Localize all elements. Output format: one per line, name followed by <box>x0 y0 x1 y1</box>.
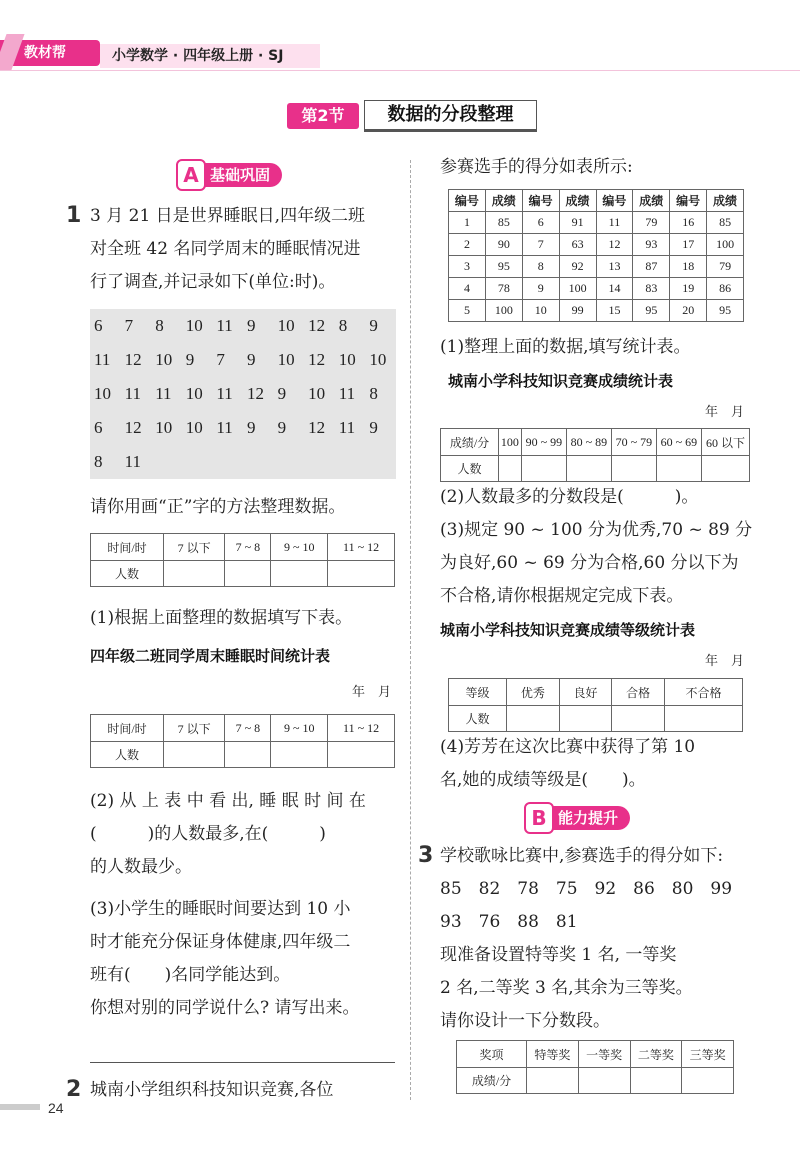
q1-p3-line: 你想对别的同学说什么? 请写出来。 <box>90 998 360 1018</box>
grid-value: 12 <box>124 350 142 369</box>
q2-p3-line: 为良好,60 ~ 69 分为合格,60 分以下为 <box>440 553 739 573</box>
grid-value: 10 <box>185 418 203 437</box>
contestant-score: 95 <box>485 256 522 278</box>
column-divider <box>410 160 411 1100</box>
table-row <box>449 212 744 234</box>
table-header: 成绩/分 <box>441 429 499 456</box>
table-row <box>449 300 744 322</box>
answer-cell[interactable] <box>566 456 611 482</box>
grid-value: 11 <box>216 316 233 335</box>
grid-value: 11 <box>216 418 233 437</box>
badge-b-letter: B <box>524 802 554 834</box>
table-header: 合格 <box>612 679 665 706</box>
q3-line: 请你设计一下分数段。 <box>440 1011 610 1031</box>
q2-part3 <box>440 514 760 613</box>
contestant-id: 4 <box>449 278 486 300</box>
scores-header: 成绩 <box>485 190 522 212</box>
grid-value: 12 <box>246 384 264 403</box>
year-month: 年 月 <box>705 654 745 669</box>
q1-line: 对全班 42 名同学周末的睡眠情况进 <box>90 239 361 259</box>
q3-line: 2 名,二等奖 3 名,其余为三等奖。 <box>440 978 693 998</box>
grid-value: 11 <box>338 418 356 437</box>
contestant-score: 92 <box>559 256 596 278</box>
answer-cell[interactable] <box>328 561 395 587</box>
table-header: 90 ~ 99 <box>521 429 566 456</box>
table-header: 奖项 <box>457 1041 527 1068</box>
q1-p2-line: ( )的人数最多,在( ) <box>90 824 326 844</box>
header-tag <box>0 40 100 66</box>
answer-cell[interactable] <box>499 456 522 482</box>
q1-part1: (1)根据上面整理的数据填写下表。 <box>90 608 353 628</box>
question-3-number: 3 <box>418 843 434 868</box>
contestant-score: 93 <box>633 234 670 256</box>
grid-value: 10 <box>155 350 173 369</box>
table-header: 70 ~ 79 <box>611 429 656 456</box>
q2-part1: (1)整理上面的数据,填写统计表。 <box>440 337 691 357</box>
grid-value: 6 <box>94 418 103 437</box>
scores-header: 编号 <box>670 190 707 212</box>
grid-value: 8 <box>155 316 164 335</box>
q3-line: 现准备设置特等奖 1 名, 一等奖 <box>440 945 677 965</box>
answer-line[interactable] <box>90 1062 395 1063</box>
contestant-id: 5 <box>449 300 486 322</box>
table-header: 优秀 <box>507 679 560 706</box>
grid-value: 10 <box>94 384 111 403</box>
q2-table1-title: 城南小学科技知识竞赛成绩统计表 <box>448 372 674 390</box>
answer-cell[interactable] <box>225 742 271 768</box>
contestant-id: 18 <box>670 256 707 278</box>
table-header: 良好 <box>559 679 612 706</box>
table-header: 11 ~ 12 <box>328 534 395 561</box>
footer-bar <box>0 1104 40 1110</box>
table-row <box>449 256 744 278</box>
table-header: 9 ~ 10 <box>271 715 328 742</box>
grid-value: 10 <box>369 350 387 369</box>
grid-value: 10 <box>185 384 203 403</box>
answer-cell[interactable] <box>527 1068 579 1094</box>
grid-value: 8 <box>338 316 348 335</box>
answer-cell[interactable] <box>656 456 701 482</box>
q2-p3-line: 不合格,请你根据规定完成下表。 <box>440 586 684 606</box>
table-header: 100 <box>499 429 522 456</box>
table-header: 60 ~ 69 <box>656 429 701 456</box>
table-header: 7 ~ 8 <box>225 534 271 561</box>
grid-value: 7 <box>124 316 134 335</box>
contestant-id: 2 <box>449 234 486 256</box>
contestant-score: 100 <box>485 300 522 322</box>
contestant-id: 17 <box>670 234 707 256</box>
grid-row <box>90 411 396 445</box>
grid-value: 9 <box>185 350 195 369</box>
grid-value: 9 <box>246 350 256 369</box>
tally-table <box>90 533 395 587</box>
row-label: 人数 <box>91 561 164 587</box>
table-row <box>449 278 744 300</box>
contestant-id: 7 <box>522 234 559 256</box>
contestant-score: 79 <box>707 256 744 278</box>
answer-cell[interactable] <box>225 561 271 587</box>
q1-line: 行了调查,并记录如下(单位:时)。 <box>90 272 336 292</box>
answer-cell[interactable] <box>271 742 328 768</box>
year-month: 年 月 <box>705 405 745 420</box>
table-header: 等级 <box>449 679 507 706</box>
section-number: 第2节 <box>287 103 359 129</box>
contestant-id: 19 <box>670 278 707 300</box>
q2-p3-line: (3)规定 90 ~ 100 分为优秀,70 ~ 89 分 <box>440 520 753 540</box>
q1-part2 <box>90 785 400 884</box>
grid-value: 10 <box>277 316 295 335</box>
grid-value: 12 <box>308 316 326 335</box>
answer-cell[interactable] <box>328 742 395 768</box>
grid-value: 9 <box>369 316 378 335</box>
q2-p4-line: 名,她的成绩等级是( )。 <box>440 770 646 790</box>
table-header: 三等奖 <box>682 1041 734 1068</box>
contestant-id: 11 <box>596 212 633 234</box>
contestant-id: 14 <box>596 278 633 300</box>
grid-value: 9 <box>246 418 256 437</box>
table-header: 时间/时 <box>91 715 164 742</box>
q3-line: 93 76 88 81 <box>440 912 578 932</box>
q2-table2-title: 城南小学科技知识竞赛成绩等级统计表 <box>440 621 696 639</box>
header-tag-label: 教材帮 <box>24 45 66 61</box>
contestant-score: 85 <box>485 212 522 234</box>
grid-row <box>90 309 396 343</box>
grid-row <box>90 445 396 479</box>
grid-value: 11 <box>338 384 356 403</box>
table-header: 60 以下 <box>701 429 749 456</box>
row-label: 成绩/分 <box>457 1068 527 1094</box>
q2-part2: (2)人数最多的分数段是( )。 <box>440 487 699 507</box>
table-header: 7 ~ 8 <box>225 715 271 742</box>
table-header: 9 ~ 10 <box>271 534 328 561</box>
contestant-id: 1 <box>449 212 486 234</box>
grid-row <box>90 343 396 377</box>
header-divider <box>0 70 800 71</box>
grid-value: 10 <box>308 384 326 403</box>
answer-cell[interactable] <box>559 706 612 732</box>
contestant-score: 83 <box>633 278 670 300</box>
question-1-text <box>90 200 400 299</box>
contestant-id: 13 <box>596 256 633 278</box>
answer-cell[interactable] <box>612 706 665 732</box>
sleep-time-table <box>90 714 395 768</box>
contestant-id: 15 <box>596 300 633 322</box>
table-row <box>449 234 744 256</box>
answer-cell[interactable] <box>164 561 225 587</box>
grid-value: 10 <box>277 350 295 369</box>
answer-cell[interactable] <box>578 1068 630 1094</box>
contestant-id: 8 <box>522 256 559 278</box>
badge-a-label: 基础巩固 <box>210 166 271 184</box>
grid-value: 8 <box>94 452 103 471</box>
question-1-number: 1 <box>66 203 82 228</box>
answer-cell[interactable] <box>271 561 328 587</box>
table-header: 11 ~ 12 <box>328 715 395 742</box>
q2-first-line: 城南小学组织科技知识竞赛,各位 <box>90 1080 334 1100</box>
grade-table <box>448 678 743 732</box>
grid-value: 9 <box>277 384 287 403</box>
contestant-score: 87 <box>633 256 670 278</box>
table-header: 特等奖 <box>527 1041 579 1068</box>
year-month: 年 月 <box>352 685 392 700</box>
award-table <box>456 1040 734 1094</box>
table-header: 80 ~ 89 <box>566 429 611 456</box>
table-header: 二等奖 <box>630 1041 682 1068</box>
answer-cell[interactable] <box>164 742 225 768</box>
scores-header: 成绩 <box>707 190 744 212</box>
q1-p2-line: (2) 从 上 表 中 看 出, 睡 眠 时 间 在 <box>90 791 366 811</box>
contestant-score: 78 <box>485 278 522 300</box>
contestant-score: 95 <box>633 300 670 322</box>
score-range-table <box>440 428 750 482</box>
contestant-id: 9 <box>522 278 559 300</box>
table-header: 一等奖 <box>578 1041 630 1068</box>
contestant-score: 100 <box>559 278 596 300</box>
question-3-text <box>440 840 770 1038</box>
grid-value: 12 <box>308 350 326 369</box>
scores-header: 成绩 <box>633 190 670 212</box>
q2-part4 <box>440 731 760 797</box>
q1-line: 3 月 21 日是世界睡眠日,四年级二班 <box>90 206 366 226</box>
answer-cell[interactable] <box>701 456 749 482</box>
q1-p3-line: 班有( )名同学能达到。 <box>90 965 291 985</box>
grid-value: 12 <box>308 418 326 437</box>
contestant-id: 6 <box>522 212 559 234</box>
grid-value: 7 <box>216 350 225 369</box>
grid-value: 8 <box>369 384 378 403</box>
grid-value: 11 <box>216 384 233 403</box>
grid-value: 11 <box>124 384 141 403</box>
contestant-score: 99 <box>559 300 596 322</box>
q1-instruction: 请你用画“正”字的方法整理数据。 <box>90 497 346 517</box>
contestant-id: 12 <box>596 234 633 256</box>
grid-value: 9 <box>369 418 378 437</box>
contestant-score: 95 <box>707 300 744 322</box>
table-header: 时间/时 <box>91 534 164 561</box>
contestant-id: 10 <box>522 300 559 322</box>
scores-header: 成绩 <box>559 190 596 212</box>
q2-continuation: 参赛选手的得分如表所示: <box>440 157 633 177</box>
contestant-score: 100 <box>707 234 744 256</box>
q1-table-title: 四年级二班同学周末睡眠时间统计表 <box>90 647 331 665</box>
answer-cell[interactable] <box>630 1068 682 1094</box>
contestant-id: 16 <box>670 212 707 234</box>
contestant-score: 85 <box>707 212 744 234</box>
contestant-score: 63 <box>559 234 596 256</box>
answer-cell[interactable] <box>507 706 560 732</box>
q1-p3-line: (3)小学生的睡眠时间要达到 10 小 <box>90 899 351 919</box>
grid-value: 9 <box>246 316 256 335</box>
contestant-score: 91 <box>559 212 596 234</box>
grid-value: 10 <box>338 350 356 369</box>
question-2-number: 2 <box>66 1077 82 1102</box>
q1-part3 <box>90 893 400 1025</box>
sleep-data-grid <box>90 309 396 479</box>
grid-value: 11 <box>155 384 172 403</box>
row-label: 人数 <box>91 742 164 768</box>
answer-cell[interactable] <box>611 456 656 482</box>
q1-p2-line: 的人数最少。 <box>90 857 192 877</box>
q1-p3-line: 时才能充分保证身体健康,四年级二 <box>90 932 351 952</box>
table-header: 7 以下 <box>164 715 225 742</box>
answer-cell[interactable] <box>521 456 566 482</box>
scores-header: 编号 <box>596 190 633 212</box>
grid-value: 11 <box>94 350 111 369</box>
row-label: 人数 <box>449 706 507 732</box>
grid-value: 11 <box>124 452 141 471</box>
badge-advanced <box>524 806 630 830</box>
row-label: 人数 <box>441 456 499 482</box>
contestant-score: 86 <box>707 278 744 300</box>
badge-a-letter: A <box>176 159 206 191</box>
table-header: 不合格 <box>665 679 743 706</box>
answer-cell[interactable] <box>665 706 743 732</box>
scores-header: 编号 <box>522 190 559 212</box>
scores-header: 编号 <box>449 190 486 212</box>
contestant-id: 3 <box>449 256 486 278</box>
answer-cell[interactable] <box>682 1068 734 1094</box>
badge-basic <box>176 163 282 187</box>
q3-line: 85 82 78 75 92 86 80 99 <box>440 879 733 899</box>
section-title: 数据的分段整理 <box>364 100 537 132</box>
scores-table <box>448 189 744 322</box>
q2-p4-line: (4)芳芳在这次比赛中获得了第 10 <box>440 737 696 757</box>
header-title: 小学数学 · 四年级上册 · SJ <box>100 44 320 68</box>
grid-value: 9 <box>277 418 287 437</box>
grid-value: 10 <box>155 418 173 437</box>
page-number: 24 <box>48 1100 64 1116</box>
badge-b-label: 能力提升 <box>558 809 619 827</box>
grid-value: 6 <box>94 316 103 335</box>
table-header: 7 以下 <box>164 534 225 561</box>
grid-row <box>90 377 396 411</box>
grid-value: 10 <box>185 316 203 335</box>
q3-line: 学校歌咏比赛中,参赛选手的得分如下: <box>440 846 724 866</box>
contestant-score: 90 <box>485 234 522 256</box>
contestant-id: 20 <box>670 300 707 322</box>
contestant-score: 79 <box>633 212 670 234</box>
grid-value: 12 <box>124 418 142 437</box>
